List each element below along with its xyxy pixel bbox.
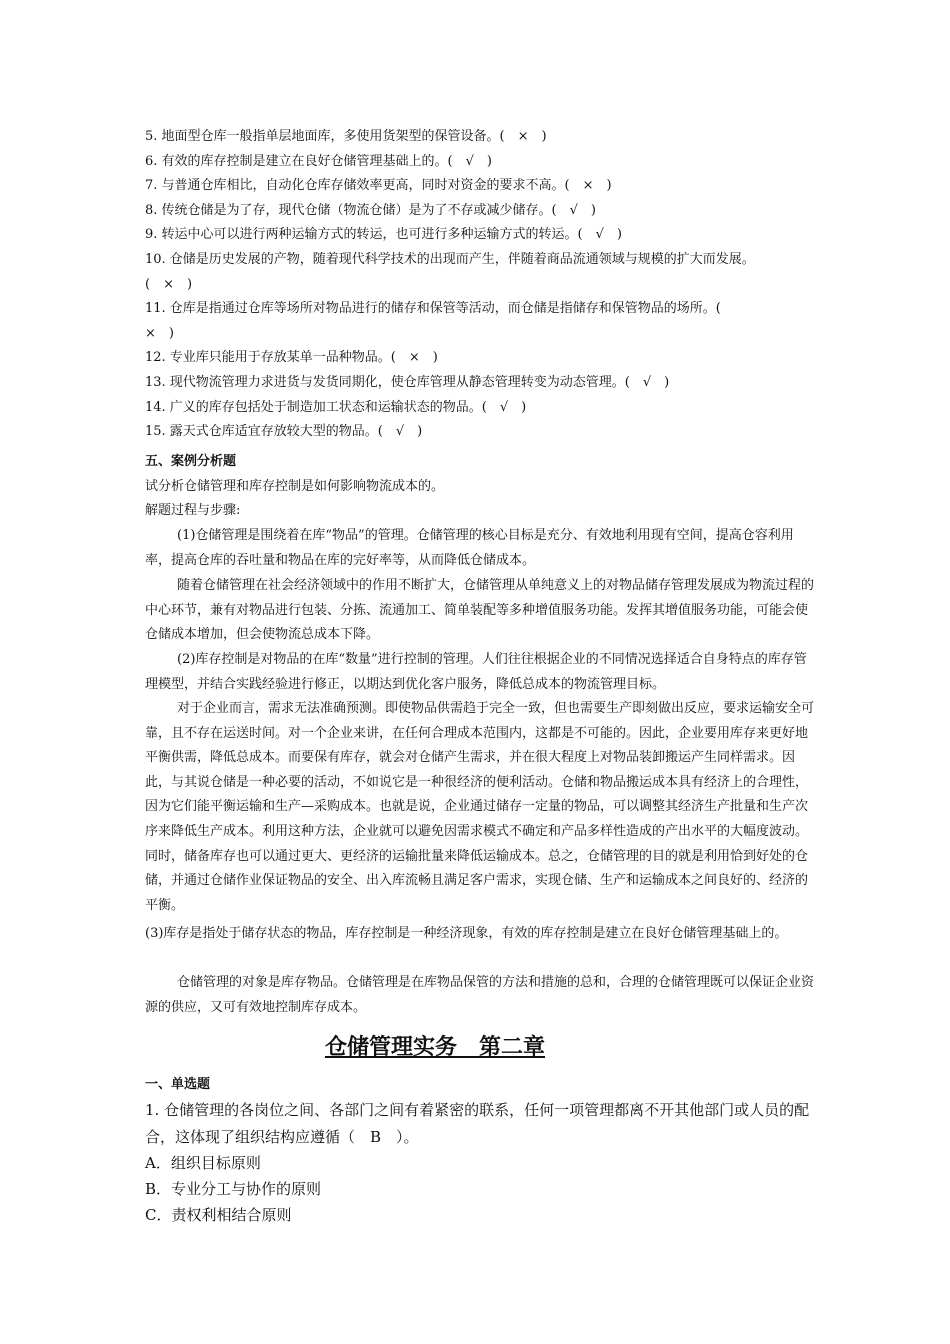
answer-paragraph-3: (2)库存控制是对物品的在库“数量”进行控制的管理。人们往往根据企业的不同情况选择适合自身特点的库存管理模型，并结合实践经验进行修正，以期达到优化客户服务，降低总成本的物流管理目标。 [145,652,807,692]
judgment-item-11-answer: × ) [145,325,174,341]
answer-paragraph-6: 仓储管理的对象是库存物品。仓储管理是在库物品保管的方法和措施的总和，合理的仓储管理既可以保证企业资源的供应，又可有效地控制库存成本。 [145,975,815,1015]
judgment-item-11: 11. 仓库是指通过仓库等场所对物品进行的储存和保管等活动，而仓储是指储存和保管物品的场所。( [145,301,721,317]
judgment-item-14: 14. 广义的库存包括处于制造加工状态和运输状态的物品。( √ ) [145,399,527,415]
judgment-item-13: 13. 现代物流管理力求进货与发货同期化，使仓库管理从静态管理转变为动态管理。( √ ) [145,374,670,390]
answer-paragraph-2: 随着仓储管理在社会经济领域中的作用不断扩大，仓储管理从单纯意义上的对物品储存管理发展成为物流过程的中心环节，兼有对物品进行包装、分拣、流通加工、简单装配等多种增值服务功能。发挥其增值服务功能，可能会使仓储成本增加，但会使物流总成本下降。 [145,578,815,643]
answer-paragraph-1: (1)仓储管理是围绕着在库“物品”的管理。仓储管理的核心目标是充分、有效地利用现有空间，提高仓容利用率，提高仓库的吞吐量和物品在库的完好率等，从而降低仓储成本。 [145,528,794,568]
section-heading-single-choice: 一、单选题 [145,1077,211,1092]
option-c: C．责权利相结合原则 [145,1206,292,1224]
chapter-title: 仓储管理实务 第二章 [324,1035,545,1060]
judgment-item-7: 7. 与普通仓库相比，自动化仓库存储效率更高，同时对资金的要求不高。( × ) [145,178,612,194]
judgment-item-10: 10. 仓储是历史发展的产物，随着现代科学技术的出现而产生，伴随着商品流通领域与规模的扩大而发展。 [145,251,755,267]
answer-paragraph-5: (3)库存是指处于储存状态的物品，库存控制是一种经济现象，有效的库存控制是建立在良好仓储管理基础上的。 [145,926,788,941]
judgment-item-12: 12. 专业库只能用于存放某单一品种物品。( × ) [145,350,438,366]
case-question: 试分析仓储管理和库存控制是如何影响物流成本的。 [145,479,445,494]
judgment-item-15: 15. 露天式仓库适宜存放较大型的物品。( √ ) [145,424,423,440]
option-a: A．组织目标原则 [145,1154,261,1172]
option-b: B．专业分工与协作的原则 [145,1180,322,1198]
answer-paragraph-4: 对于企业而言，需求无法准确预测。即使物品供需趋于完全一致，但也需要生产即刻做出反应，要求运输安全可靠，且不存在运送时间。对一个企业来讲，在任何合理成本范围内，这都是不可能的。因此，企业要用库存来更好地平衡供需，降低总成本。而要保有库存，就会对仓储产生需求，并在很大程度上对物品装卸搬运产生同样需求。因此，与其说仓储是一种必要的活动，不如说它是一种很经济的便利活动。仓储和物品搬运成本具有经济上的合理性，因为它们能平衡运输和生产—采购成本。也就是说，企业通过储存一定量的物品，可以调整其经济生产批量和生产次序来降低生产成本。利用这种方法，企业就可以避免因需求模式不确定和产品多样性造成的产出水平的大幅度波动。同时，储备库存也可以通过更大、更经济的运输批量来降低运输成本。总之，仓储管理的目的就是利用恰到好处的仓储，并通过仓储作业保证物品的安全、出入库流畅且满足客户需求，实现仓储、生产和运输成本之间良好的、经济的平衡。 [145,701,815,913]
steps-label: 解题过程与步骤: [145,503,241,518]
judgment-item-8: 8. 传统仓储是为了存，现代仓储（物流仓储）是为了不存或减少储存。( √ ) [145,202,596,218]
judgment-list [145,125,815,445]
judgment-item-6: 6. 有效的库存控制是建立在良好仓储管理基础上的。( √ ) [145,153,492,169]
judgment-item-9: 9. 转运中心可以进行两种运输方式的转运，也可进行多种运输方式的转运。( √ ) [145,227,622,243]
judgment-item-10-answer: ( × ) [145,276,193,292]
judgment-item-5: 5. 地面型仓库一般指单层地面库，多使用货架型的保管设备。( × ) [145,129,547,144]
question-1: 1. 仓储管理的各岗位之间、各部门之间有着紧密的联系，任何一项管理都离不开其他部门或人员的配合，这体现了组织结构应遵循（ B ）。 [145,1101,810,1146]
section-heading-case-analysis: 五、案例分析题 [145,454,237,469]
